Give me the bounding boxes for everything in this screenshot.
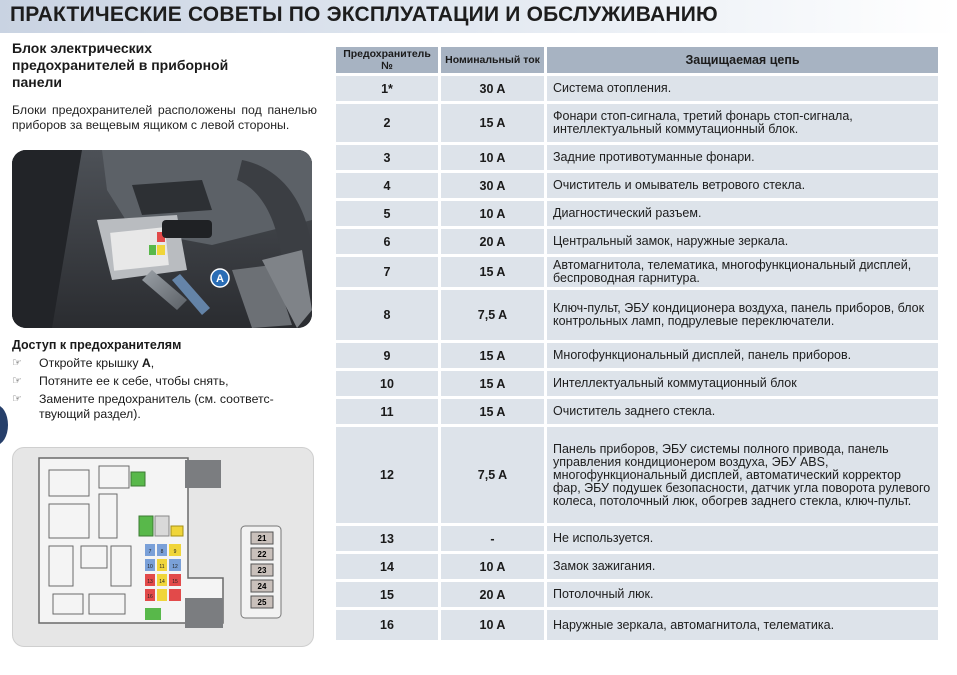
table-row <box>336 201 938 226</box>
fuse-num: 12 <box>336 427 438 523</box>
col-header-current: Номинальный ток <box>441 47 544 73</box>
fuse-circuit: Центральный замок, наружные зеркала. <box>547 229 938 254</box>
fuse-circuit: Замок зажигания. <box>547 554 938 579</box>
fuse-num: 13 <box>336 526 438 551</box>
fuse-current: 30 A <box>441 76 544 101</box>
fuse-num: 5 <box>336 201 438 226</box>
fuse-num: 9 <box>336 343 438 368</box>
intro-text: Блоки предохранителей расположены под панелью приборов за вещевым ящиком с левой стороны. <box>12 103 317 132</box>
fuse-num: 3 <box>336 145 438 170</box>
table-row <box>336 229 938 254</box>
fuse-circuit: Не используется. <box>547 526 938 551</box>
section-title: Блок электрических предохранителей в приборной панели <box>12 40 229 90</box>
access-title: Доступ к предохранителям <box>12 338 182 352</box>
fuse-circuit: Панель приборов, ЭБУ системы полного привода, панель управления кондиционером воздуха, ЭБУ ABS, многофункциональный дисплей, автоматический корректор фар, ЭБУ подушек безопасности, датчик угла поворота рулевого колеса, потолочный люк, обогрев заднего стекла, ключ-пульт. <box>547 427 938 523</box>
fuse-num: 6 <box>336 229 438 254</box>
step-item: ☞ Откройте крышку A, <box>12 356 155 370</box>
col-header-circuit: Защищаемая цепь <box>547 47 938 73</box>
page-header <box>0 0 957 33</box>
table-header-row <box>336 47 938 73</box>
fuse-current: 7,5 A <box>441 290 544 340</box>
fuse-number: 10 <box>147 564 153 570</box>
fuse-number: 14 <box>159 579 165 585</box>
side-fuse-label: 25 <box>257 598 267 607</box>
fuse-num: 14 <box>336 554 438 579</box>
table-row <box>336 173 938 198</box>
table-row <box>336 427 938 523</box>
fuse-layout-illustration <box>13 448 313 646</box>
fuse-circuit: Ключ-пульт, ЭБУ кондиционера воздуха, панель приборов, блок контрольных ламп, подрулевые переключатели. <box>547 290 938 340</box>
fuse-current: 15 A <box>441 104 544 142</box>
fuse-circuit: Автомагнитола, телематика, многофункциональный дисплей, беспроводная гарнитура. <box>547 257 938 287</box>
fuse-circuit: Интеллектуальный коммутационный блок <box>547 371 938 396</box>
fuse-current: 10 A <box>441 201 544 226</box>
fuse-circuit: Фонари стоп-сигнала, третий фонарь стоп-сигнала, интеллектуальный коммутационный блок. <box>547 104 938 142</box>
fuse-circuit: Задние противотуманные фонари. <box>547 145 938 170</box>
fuse-current: 20 A <box>441 229 544 254</box>
fuse-circuit: Многофункциональный дисплей, панель приборов. <box>547 343 938 368</box>
fuse-circuit: Диагностический разъем. <box>547 201 938 226</box>
callout-a-label: A <box>216 273 224 285</box>
fuse-current: 15 A <box>441 371 544 396</box>
side-fuse-label: 21 <box>257 534 267 543</box>
fuse-num: 8 <box>336 290 438 340</box>
side-fuse-label: 22 <box>257 550 267 559</box>
page-title: ПРАКТИЧЕСКИЕ СОВЕТЫ ПО ЭКСПЛУАТАЦИИ И ОБСЛУЖИВАНИЮ <box>10 3 718 26</box>
table-row <box>336 343 938 368</box>
fuse-current: 15 A <box>441 257 544 287</box>
fuse-num: 2 <box>336 104 438 142</box>
step-item: ☞ Замените предохранитель (см. соответс-твующий раздел). <box>12 392 274 421</box>
fuse-box-diagram <box>12 447 314 647</box>
table-row <box>336 371 938 396</box>
pointing-hand-icon: ☞ <box>12 393 22 405</box>
fuse-circuit: Наружные зеркала, автомагнитола, телематика. <box>547 610 938 640</box>
fuse-number: 7 <box>148 549 152 555</box>
fuse-circuit: Потолочный люк. <box>547 582 938 607</box>
fuse-current: 15 A <box>441 399 544 424</box>
fuse-number: 16 <box>147 594 153 600</box>
fuse-current: 10 A <box>441 610 544 640</box>
fuse-number: 8 <box>160 549 164 555</box>
fuse-number: 15 <box>172 579 178 585</box>
fuse-number: 13 <box>147 579 153 585</box>
table-row <box>336 526 938 551</box>
table-row <box>336 399 938 424</box>
side-fuse-label: 23 <box>257 566 267 575</box>
fuse-num: 4 <box>336 173 438 198</box>
side-fuse-label: 24 <box>257 582 267 591</box>
pointing-hand-icon: ☞ <box>12 375 22 387</box>
fuse-current: - <box>441 526 544 551</box>
table-row <box>336 290 938 340</box>
left-column <box>12 40 317 133</box>
table-row <box>336 582 938 607</box>
fuse-num: 15 <box>336 582 438 607</box>
fuse-current: 7,5 A <box>441 427 544 523</box>
access-steps <box>12 356 317 425</box>
fuse-box-location-photo <box>12 150 312 328</box>
fuse-num: 10 <box>336 371 438 396</box>
table-row <box>336 257 938 287</box>
table-row <box>336 104 938 142</box>
fuse-number: 11 <box>159 564 165 570</box>
fuse-current: 20 A <box>441 582 544 607</box>
table-row <box>336 554 938 579</box>
fuse-current: 10 A <box>441 145 544 170</box>
fuse-table <box>333 44 941 643</box>
pointing-hand-icon: ☞ <box>12 357 22 369</box>
fuse-current: 15 A <box>441 343 544 368</box>
table-row <box>336 610 938 640</box>
fuse-number: 12 <box>172 564 178 570</box>
fuse-circuit: Очиститель заднего стекла. <box>547 399 938 424</box>
col-header-num: Предохранитель № <box>336 47 438 73</box>
step-item: ☞ Потяните ее к себе, чтобы снять, <box>12 374 229 388</box>
fuse-circuit: Очиститель и омыватель ветрового стекла. <box>547 173 938 198</box>
table-row <box>336 145 938 170</box>
fuse-num: 11 <box>336 399 438 424</box>
side-fuse-strip <box>241 526 281 618</box>
fuse-current: 30 A <box>441 173 544 198</box>
fuse-circuit: Система отопления. <box>547 76 938 101</box>
page-edge-marker <box>0 405 8 445</box>
fuse-current: 10 A <box>441 554 544 579</box>
dashboard-illustration <box>12 150 312 328</box>
fuse-num: 16 <box>336 610 438 640</box>
fuse-num: 1* <box>336 76 438 101</box>
table-row <box>336 76 938 101</box>
fuse-num: 7 <box>336 257 438 287</box>
fuse-number: 9 <box>173 549 177 555</box>
